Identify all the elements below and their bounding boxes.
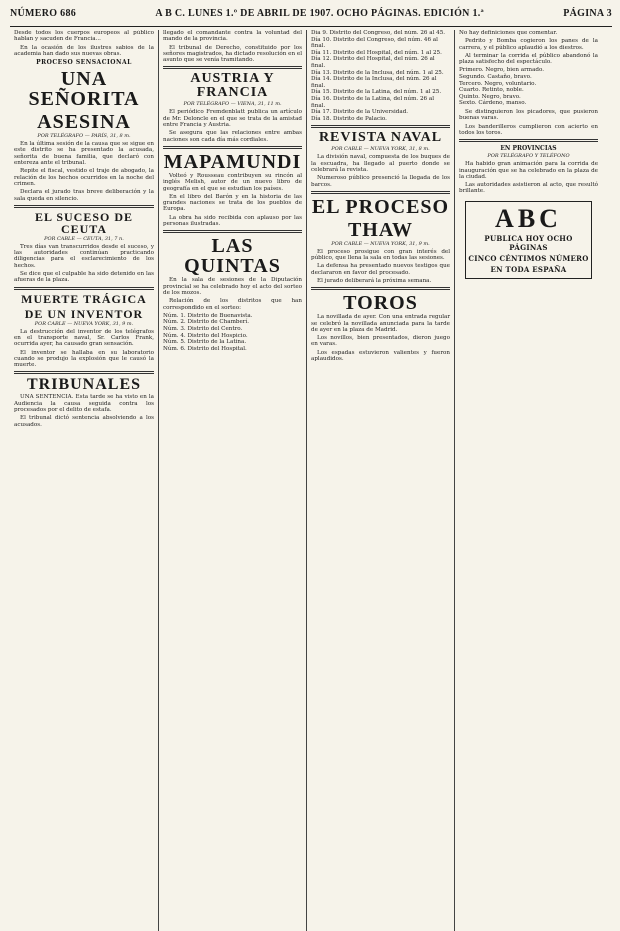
column-3 — [306, 30, 454, 931]
column-1 — [10, 30, 158, 931]
section-divider — [14, 205, 154, 208]
article-paragraph: Los novillos, bien presentados, dieron juego en varas. — [311, 335, 450, 348]
article-paragraph: La defensa ha presentado nuevos testigos que declararon en favor del procesado. — [311, 263, 450, 276]
list-item: Día 13. Distrito de la Inclusa, del núm. 1 al 25. — [311, 69, 444, 76]
article-paragraph: Repite el fiscal, vestido el traje de abogado, la relación de los hechos ocurridos en la noche del crimen. — [14, 168, 154, 187]
list-item: Día 14. Distrito de la Inclusa, del núm. 26 al final. — [311, 76, 437, 89]
article-headline: EL PROCESO — [311, 195, 450, 218]
article-headline: AUSTRIA Y FRANCIA — [190, 71, 275, 101]
intro-paragraph: llegado el comandante contra la voluntad del mando de la provincia. — [163, 30, 302, 43]
article-paragraph: El tribunal dictó sentencia absolviendo a los acusados. — [14, 415, 154, 428]
list-item: Núm. 2. Distrito de Chamberí. — [163, 319, 250, 326]
list-item: Primero. Negro, bien armado. — [459, 67, 545, 74]
list-item: Sexto. Cárdeno, manso. — [459, 100, 527, 107]
section-divider — [14, 287, 154, 290]
masthead-date: A B C. LUNES 1.º DE ABRIL DE 1907. OCHO PÁGINAS. EDICIÓN 1.ª — [155, 7, 484, 19]
article-headline: LAS QUINTAS — [184, 235, 281, 278]
list-item: Cuarto. Retinto, noble. — [459, 87, 524, 94]
list-item: Núm. 5. Distrito de la Latina. — [163, 339, 247, 346]
article-paragraph: Los banderilleros cumplieron con acierto en todos los toros. — [459, 123, 598, 136]
list-item: Tercero. Negro, voluntario. — [459, 80, 537, 87]
intro-paragraph: En la ocasión de los ilustres sabios de la academia han dado sus nuevas obras. — [14, 44, 154, 57]
list-item: Día 15. Distrito de la Latina, del núm. 1 al 25. — [311, 89, 442, 96]
section-divider — [14, 371, 154, 374]
article-paragraph: Relación de los distritos que han correspondido en el sorteo: — [163, 298, 302, 311]
list-item: Núm. 3. Distrito del Centro. — [163, 326, 243, 333]
article-byline: POR TELÉGRAFO — VIENA, 31, 11 m. — [183, 101, 282, 108]
newspaper-page — [10, 0, 612, 931]
article-paragraph: Los espadas estuvieron valientes y fueron aplaudidos. — [311, 349, 450, 363]
issue-number: NÚMERO 686 — [10, 7, 77, 19]
article-paragraph: Declara el jurado tras breve deliberación y la sala queda en silencio. — [14, 189, 154, 202]
list-item: Núm. 1. Distrito de Buenavista. — [163, 312, 253, 319]
article-headline: MAPAMUNDI — [163, 150, 302, 173]
list-item: Núm. 6. Distrito del Hospital. — [163, 345, 247, 352]
list-item: Segundo. Castaño, bravo. — [459, 74, 532, 81]
section-divider — [163, 66, 302, 69]
article-headline: THAW — [347, 218, 414, 241]
list-item: Día 12. Distrito del Hospital, del núm. 26 al final. — [311, 56, 435, 69]
article-paragraph: La obra ha sido recibida con aplauso por las personas ilustradas. — [163, 214, 302, 228]
article-paragraph: Ha habido gran animación para la corrida de inauguración que se ha celebrado en la plaza de la ciudad. — [459, 161, 598, 180]
list-item: Día 10. Distrito del Congreso, del núm. 46 al final. — [311, 36, 438, 50]
article-byline: POR CABLE — NUEVA YORK, 31, 9 m. — [331, 240, 430, 247]
article-paragraph: La novillada de ayer. Con una entrada regular se celebró la novillada anunciada para la tarde de ayer en la plaza de Madrid. — [311, 314, 450, 333]
article-headline: EN PROVINCIAS — [500, 145, 557, 153]
abc-ad-line: CINCO CÉNTIMOS NÚMERO — [468, 253, 589, 263]
list-item: Día 18. Distrito de Palacio. — [311, 115, 387, 122]
abc-logo-text: ABC — [495, 203, 562, 233]
article-byline: POR TELÉGRAFO Y TELÉFONO — [487, 153, 570, 160]
section-divider — [163, 230, 302, 233]
intro-paragraph: El tribunal de Derecho, constituido por los señores magistrados, ha dictado resolución en el asunto que se venía tramitando. — [163, 44, 302, 64]
list-item: Día 11. Distrito del Hospital, del núm. 1 al 25. — [311, 49, 442, 56]
list-item: Día 9. Distrito del Congreso, del núm. 26 al 45. — [311, 30, 446, 36]
article-paragraph: El jurado deliberará la próxima semana. — [317, 277, 432, 284]
article-byline: POR CABLE — NUEVA YORK, 31, 8 m. — [331, 146, 430, 153]
list-item: Núm. 4. Distrito del Hospicio. — [163, 332, 248, 339]
article-paragraph: Se asegura que las relaciones entre ambas naciones son cada día más cordiales. — [163, 130, 302, 143]
article-byline: POR CABLE — NUEVA YORK, 31, 9 m. — [34, 320, 134, 327]
article-paragraph: Numeroso público presenció la llegada de los barcos. — [311, 175, 450, 188]
abc-ad-line: EN TODA ESPAÑA — [490, 264, 567, 274]
article-headline: REVISTA NAVAL — [318, 130, 443, 146]
article-headline: TOROS — [343, 292, 418, 315]
article-paragraph: El proceso prosigue con gran interés del público, que llena la sala en todas las sesiones. — [311, 248, 450, 262]
article-paragraph: En la sala de sesiones de la Diputación provincial se ha celebrado hoy el acto del sorteo de los mozos. — [163, 277, 302, 296]
section-divider — [311, 191, 450, 194]
article-paragraph: El periódico Fremdenblatt publica un artículo de Mr. Deloncle en el que se trata de la amistad entre Francia y Austria. — [163, 109, 302, 129]
article-paragraph: UNA SENTENCIA. Esta tarde se ha visto en la Audiencia la causa seguida contra los procesados por el delito de estafa. — [14, 394, 154, 414]
column-2 — [158, 30, 306, 931]
list-item: Día 17. Distrito de la Universidad. — [311, 109, 409, 116]
article-paragraph: Volteó y Rousseau contribuyen su rincón al inglés Melish, autor de un nuevo libro de geografía en el que se estudian los países. — [163, 172, 302, 192]
abc-advertisement-box — [465, 201, 592, 279]
article-paragraph: La división naval, compuesta de los buques de la escuadra, ha llegado al puerto donde se celebrará la revista. — [311, 154, 450, 173]
article-paragraph: Se distinguieron los picadores, que pusieron buenas varas. — [459, 109, 598, 122]
section-divider — [311, 287, 450, 290]
article-paragraph: La destrucción del inventor de los telégrafos en el transporte naval, Sr. Carlos Frank, ocurrida ayer, ha causado gran sensación. — [14, 328, 154, 348]
list-item: Día 16. Distrito de la Latina, del núm. 26 al final. — [311, 95, 435, 109]
abc-ad-line: PUBLICA HOY OCHO PÁGINAS — [484, 233, 573, 252]
section-divider — [459, 139, 598, 142]
article-headline: EL SUCESO DE CEUTA — [34, 209, 134, 236]
article-paragraph: El inventor se hallaba en su laboratorio cuando se produjo la explosión que le causó la muerte. — [14, 349, 154, 369]
columns — [10, 30, 612, 931]
article-headline: TRIBUNALES — [26, 376, 142, 394]
section-divider — [311, 125, 450, 128]
masthead — [10, 0, 612, 27]
article-byline: POR CABLE — CEUTA, 31, 7 n. — [44, 235, 124, 242]
article-byline: POR TELÉGRAFO — PARÍS, 31, 8 m. — [37, 133, 131, 140]
article-paragraph: Se dice que el culpable ha sido detenido en las afueras de la plaza. — [14, 271, 154, 284]
section-divider — [163, 146, 302, 149]
article-paragraph: Las autoridades asistieron al acto, que resultó brillante. — [459, 182, 598, 195]
article-paragraph: En el libro del Barón y en la historia de las grandes naciones se trata de los pueblos de Europa. — [163, 193, 302, 213]
article-headline: UNA SEÑORITA — [28, 68, 140, 111]
article-paragraph: Tres días van transcurridos desde el suceso, y las autoridades continúan practicando diligencias para el esclarecimiento de los hechos. — [14, 243, 154, 269]
page-number: PÁGINA 3 — [563, 7, 612, 19]
article-paragraph: En la última sesión de la causa que se sigue en este distrito se ha presentado la acusada, señorita de buena familia, que declaró con entereza ante el tribunal. — [14, 141, 154, 167]
article-headline: MUERTE TRÁGICA — [21, 291, 147, 306]
intro-paragraph: Desde todos los cuerpos europeos al público hablan y sacuden de Francia... — [14, 30, 154, 43]
article-kicker: PROCESO SENSACIONAL — [36, 59, 132, 67]
list-item: Quinto. Negro, bravo. — [459, 93, 521, 100]
intro-paragraph: No hay definiciones que comentar. — [459, 30, 558, 36]
column-4 — [454, 30, 602, 931]
article-headline: DE UN INVENTOR — [24, 306, 144, 321]
article-headline: ASESINA — [37, 111, 131, 134]
intro-paragraph: Al terminar la corrida el público abandonó la plaza satisfecho del espectáculo. — [459, 52, 598, 66]
intro-paragraph: Pedrito y Bomba cogieron los panes de la carrera, y el público aplaudió a los diestros. — [459, 38, 598, 51]
